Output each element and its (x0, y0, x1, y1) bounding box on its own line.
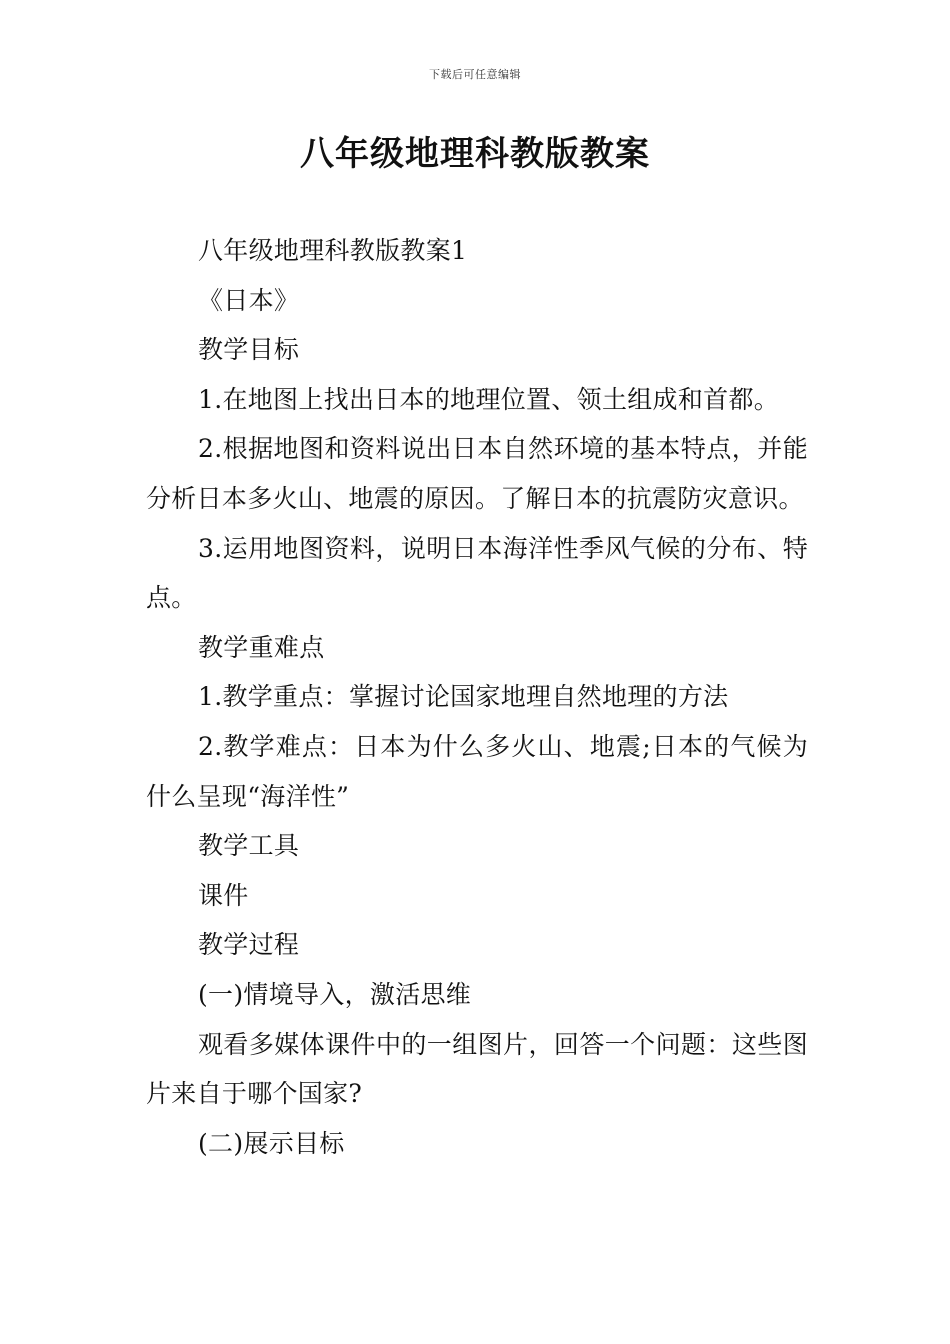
paragraph-lesson-name: 《日本》 (198, 285, 300, 315)
heading-teaching-process: 教学过程 (198, 930, 300, 960)
goal-item-2: 2.根据地图和资料说出日本自然环境的基本特点，并能分析日本多火山、地震的原因。了解日本的抗震防灾意识。 (146, 434, 808, 513)
header-note: 下载后可任意编辑 (429, 68, 521, 81)
process-step-1-text: 观看多媒体课件中的一组图片，回答一个问题：这些图片来自于哪个国家? (146, 1029, 808, 1109)
document-title: 八年级地理科教版教案 (300, 134, 650, 174)
key-point-1: 1.教学重点：掌握讨论国家地理自然地理的方法 (198, 682, 729, 712)
tools-value: 课件 (198, 880, 249, 910)
process-step-2: (二)展示目标 (198, 1128, 345, 1158)
key-point-2: 2.教学难点：日本为什么多火山、地震;日本的气候为什么呈现“海洋性” (146, 731, 808, 811)
heading-key-points: 教学重难点 (198, 632, 325, 662)
document-body (146, 226, 808, 1168)
goal-item-3: 3.运用地图资料，说明日本海洋性季风气候的分布、特点。 (146, 533, 808, 613)
heading-teaching-goals: 教学目标 (198, 335, 300, 365)
heading-teaching-tools: 教学工具 (198, 831, 300, 861)
goal-item-1: 1.在地图上找出日本的地理位置、领土组成和首都。 (198, 384, 780, 414)
process-step-1: (一)情境导入，激活思维 (198, 979, 472, 1009)
paragraph-subtitle: 八年级地理科教版教案1 (198, 236, 468, 265)
